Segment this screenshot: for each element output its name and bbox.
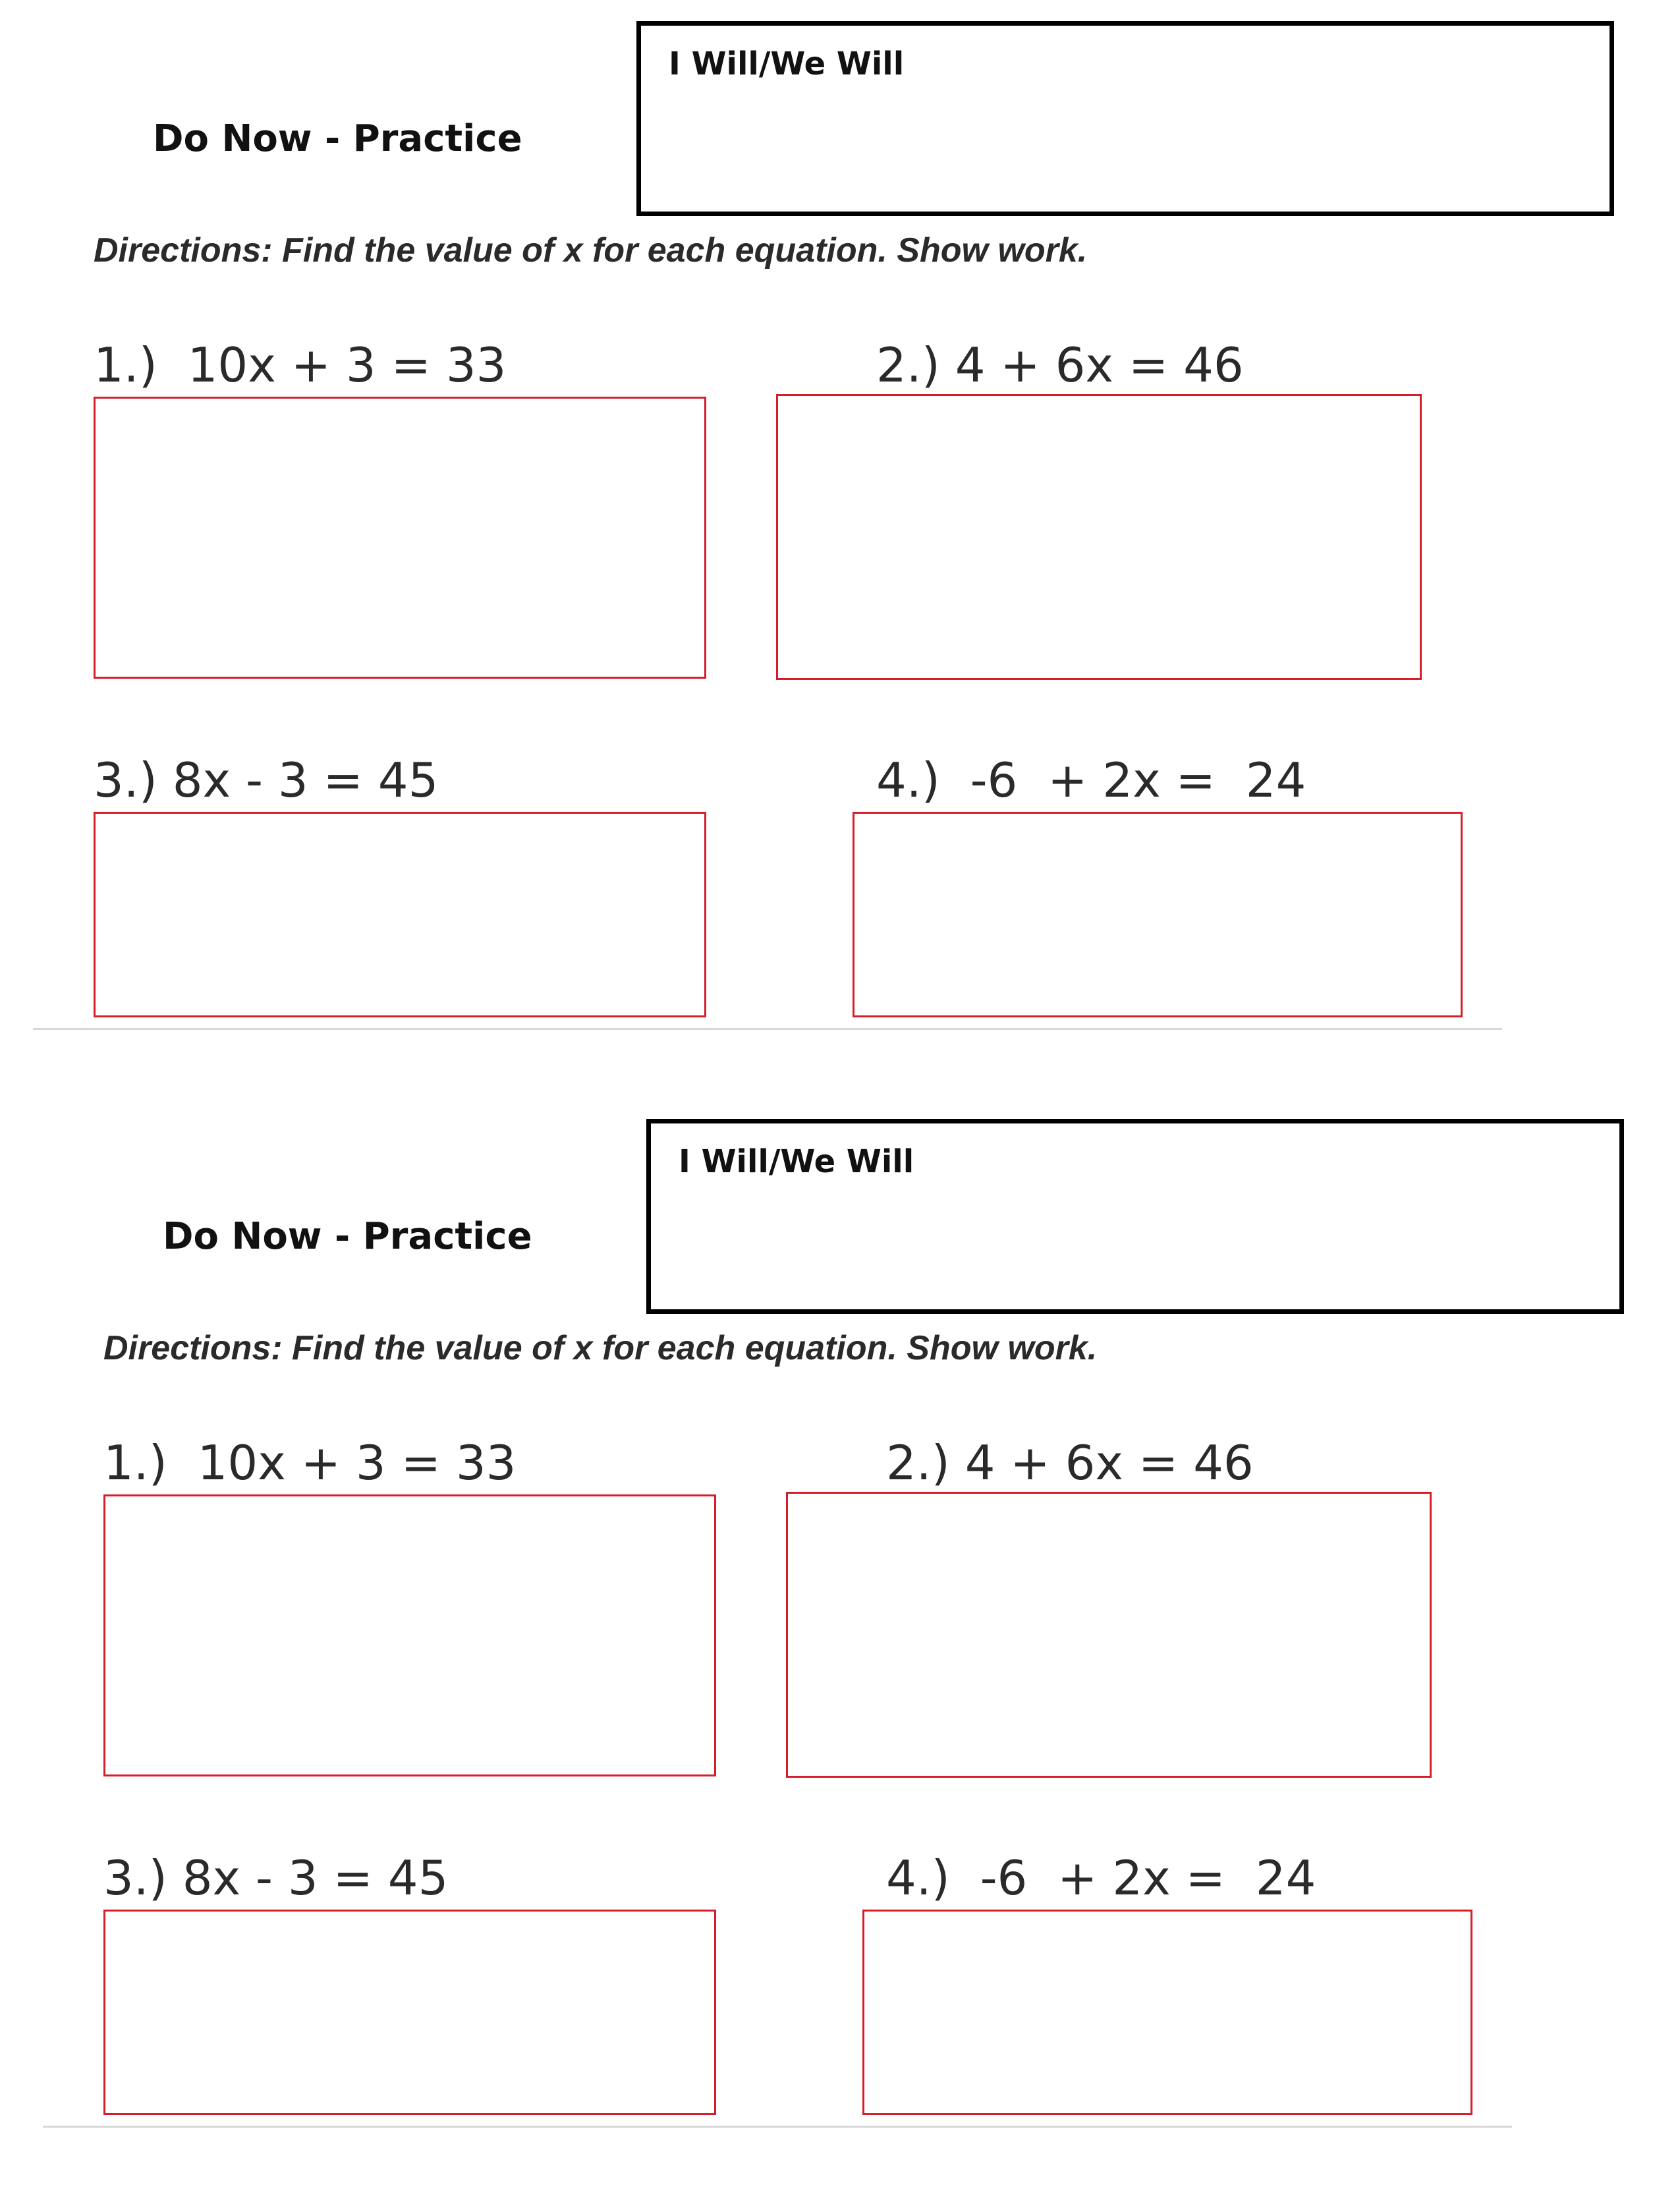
i-will-we-will-box (646, 1119, 1624, 1314)
problem-number: 1.) (94, 337, 157, 393)
page-title: Do Now - Practice (153, 117, 522, 160)
problem-4-answer-box[interactable] (862, 1910, 1472, 2115)
problem-1-label (94, 337, 506, 393)
i-will-we-will-box (636, 21, 1614, 216)
i-will-we-will-label: I Will/We Will (669, 45, 905, 82)
worksheet-top (0, 0, 1680, 1087)
worksheet-bottom (10, 1098, 1680, 2185)
problem-equation: -6 + 2x = 24 (980, 1850, 1316, 1906)
problem-equation: -6 + 2x = 24 (970, 752, 1306, 808)
problem-number: 1.) (103, 1435, 167, 1490)
problem-number: 2.) (886, 1435, 950, 1490)
problem-2-answer-box[interactable] (786, 1492, 1432, 1778)
problem-number: 4.) (876, 752, 940, 808)
problem-3-answer-box[interactable] (94, 812, 706, 1017)
problem-3-label (103, 1850, 448, 1906)
page-title: Do Now - Practice (163, 1215, 532, 1258)
problem-equation: 4 + 6x = 46 (955, 337, 1244, 393)
directions-text: Directions: Find the value of x for each equation. Show work. (94, 231, 1088, 270)
problem-2-answer-box[interactable] (776, 394, 1422, 680)
problem-3-answer-box[interactable] (103, 1910, 716, 2115)
i-will-we-will-label: I Will/We Will (679, 1143, 914, 1180)
problem-equation: 8x - 3 = 45 (172, 752, 439, 808)
problem-number: 4.) (886, 1850, 950, 1906)
problem-4-answer-box[interactable] (853, 812, 1463, 1017)
problem-2-label (886, 1435, 1254, 1490)
problem-number: 3.) (94, 752, 157, 808)
problem-number: 3.) (103, 1850, 167, 1906)
section-divider (33, 1028, 1502, 1030)
problem-2-label (876, 337, 1244, 393)
section-divider (43, 2126, 1512, 2128)
problem-4-label (876, 752, 1306, 808)
problem-3-label (94, 752, 438, 808)
problem-number: 2.) (876, 337, 940, 393)
problem-equation: 4 + 6x = 46 (965, 1435, 1254, 1490)
problem-1-answer-box[interactable] (103, 1494, 716, 1776)
problem-4-label (886, 1850, 1316, 1906)
problem-1-label (103, 1435, 516, 1490)
problem-equation: 8x - 3 = 45 (182, 1850, 449, 1906)
problem-equation: 10x + 3 = 33 (197, 1435, 517, 1490)
directions-text: Directions: Find the value of x for each equation. Show work. (103, 1329, 1098, 1367)
problem-1-answer-box[interactable] (94, 397, 706, 679)
problem-equation: 10x + 3 = 33 (187, 337, 507, 393)
